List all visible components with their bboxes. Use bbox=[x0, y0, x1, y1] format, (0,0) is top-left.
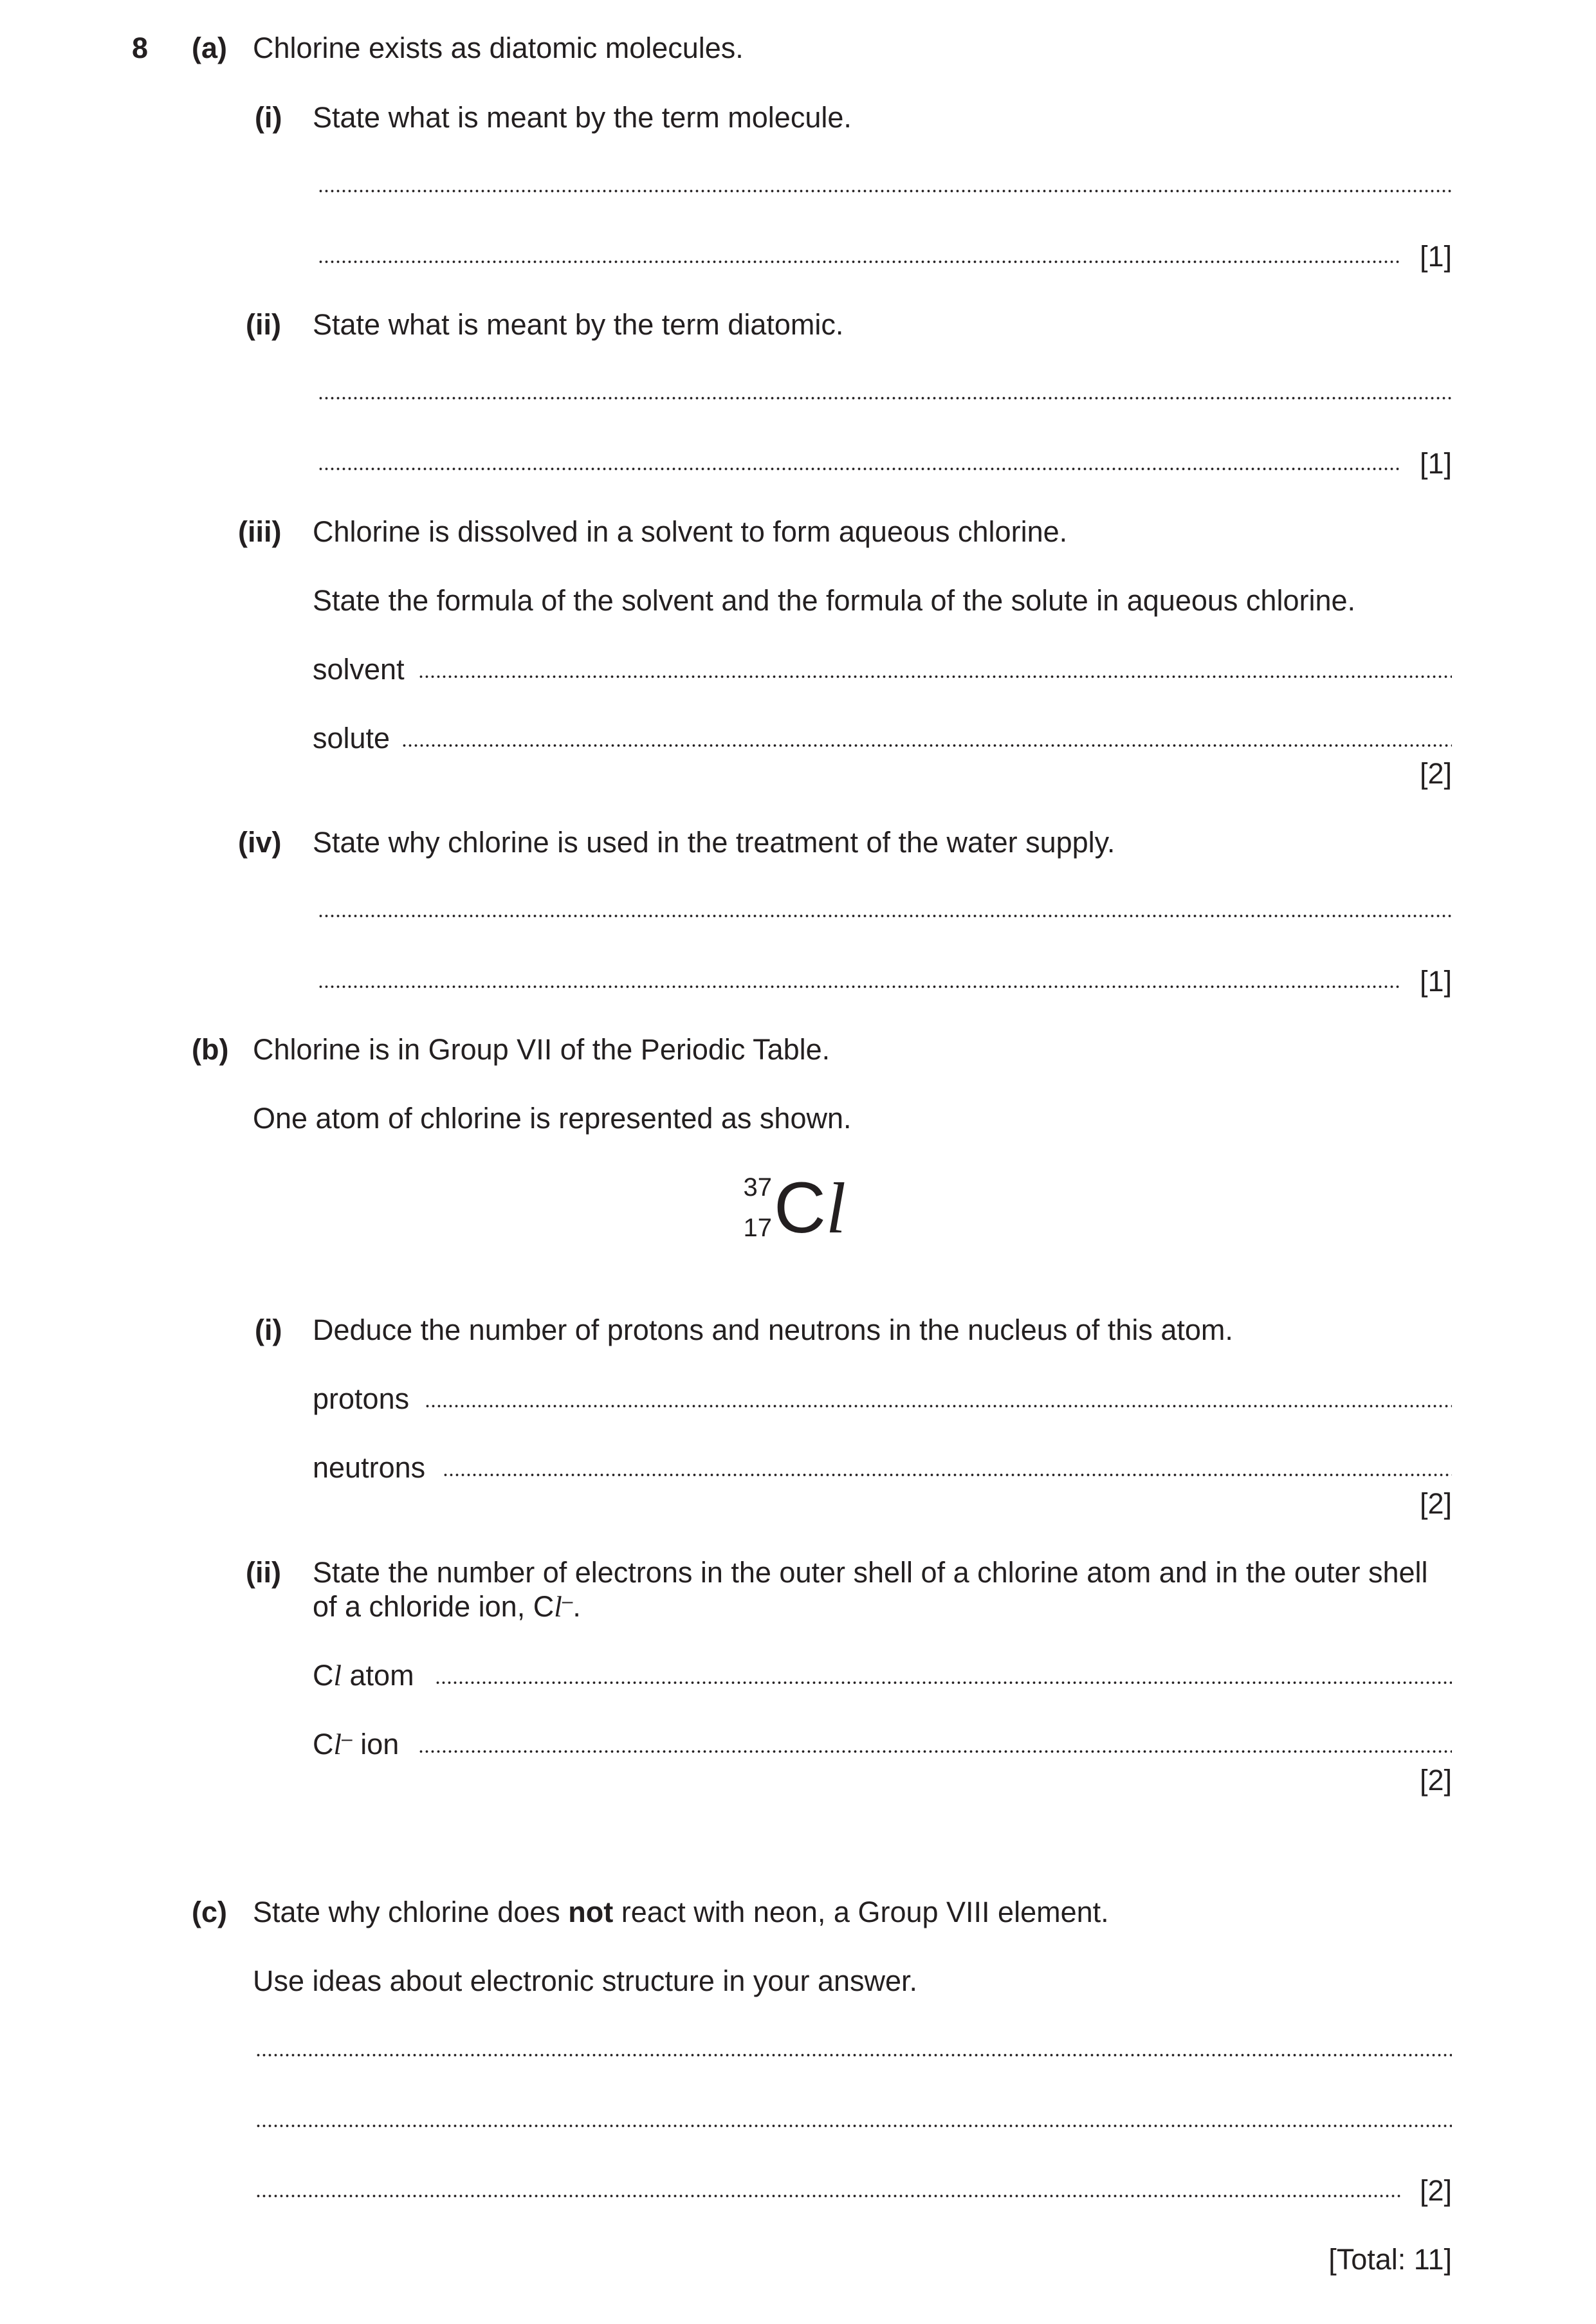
part-a-i-label: (i) bbox=[255, 101, 282, 134]
mark-allocation: [2] bbox=[1419, 757, 1452, 790]
protons-label: protons bbox=[313, 1382, 410, 1415]
part-a-i-text: State what is meant by the term molecule. bbox=[313, 101, 852, 134]
solute-answer-line[interactable] bbox=[401, 744, 1452, 747]
part-a-ii-text: State what is meant by the term diatomic. bbox=[313, 308, 844, 341]
part-c-instruction: Use ideas about electronic structure in your answer. bbox=[253, 1964, 918, 1997]
part-b-ii-text-line2: of a chloride ion, Cl–. bbox=[313, 1590, 581, 1623]
answer-line[interactable] bbox=[318, 189, 1452, 193]
mark-allocation: [1] bbox=[1419, 447, 1452, 480]
total-marks: [Total: 11] bbox=[1328, 2243, 1452, 2276]
part-b-ii-text-line1: State the number of electrons in the outer shell of a chlorine atom and in the outer shell bbox=[313, 1556, 1428, 1589]
part-a-text: Chlorine exists as diatomic molecules. bbox=[253, 32, 744, 64]
solvent-label: solvent bbox=[313, 653, 405, 686]
neutrons-label: neutrons bbox=[313, 1451, 426, 1484]
part-a-iii-instruction: State the formula of the solvent and the formula of the solute in aqueous chlorine. bbox=[313, 584, 1356, 617]
neutrons-answer-line[interactable] bbox=[443, 1473, 1452, 1477]
mark-allocation: [2] bbox=[1419, 1764, 1452, 1797]
cl-atom-answer-line[interactable] bbox=[435, 1681, 1452, 1685]
answer-line[interactable] bbox=[318, 467, 1402, 471]
part-b-text2: One atom of chlorine is represented as shown. bbox=[253, 1102, 852, 1135]
part-b-i-label: (i) bbox=[255, 1313, 282, 1346]
part-b-text: Chlorine is in Group VII of the Periodic Table. bbox=[253, 1033, 830, 1066]
answer-line[interactable] bbox=[318, 914, 1452, 918]
answer-line[interactable] bbox=[318, 396, 1452, 400]
mark-allocation: [2] bbox=[1419, 2174, 1452, 2207]
part-b-ii-label: (ii) bbox=[246, 1556, 281, 1589]
mass-number: 37 bbox=[743, 1173, 772, 1202]
part-c-label: (c) bbox=[192, 1896, 227, 1928]
element-symbol: Cl bbox=[774, 1167, 847, 1249]
mark-allocation: [2] bbox=[1419, 1487, 1452, 1520]
mark-allocation: [1] bbox=[1419, 965, 1452, 998]
question-number: 8 bbox=[132, 32, 149, 64]
cl-atom-label: Cl atom bbox=[313, 1659, 414, 1692]
answer-line[interactable] bbox=[255, 2194, 1402, 2198]
solute-label: solute bbox=[313, 722, 390, 755]
part-a-label: (a) bbox=[192, 32, 227, 64]
atomic-number: 17 bbox=[743, 1214, 772, 1242]
answer-line[interactable] bbox=[255, 2124, 1452, 2128]
cl-ion-answer-line[interactable] bbox=[418, 1750, 1452, 1753]
part-a-ii-label: (ii) bbox=[246, 308, 281, 341]
protons-answer-line[interactable] bbox=[425, 1404, 1452, 1408]
answer-line[interactable] bbox=[318, 260, 1402, 264]
solvent-answer-line[interactable] bbox=[418, 675, 1452, 679]
answer-line[interactable] bbox=[255, 2053, 1452, 2057]
part-b-label: (b) bbox=[192, 1033, 229, 1066]
answer-line[interactable] bbox=[318, 985, 1402, 989]
part-a-iv-text: State why chlorine is used in the treatment of the water supply. bbox=[313, 826, 1115, 859]
part-a-iv-label: (iv) bbox=[238, 826, 282, 859]
part-a-iii-label: (iii) bbox=[238, 515, 282, 548]
part-c-text: State why chlorine does not react with neon, a Group VIII element. bbox=[253, 1896, 1109, 1928]
part-a-iii-text: Chlorine is dissolved in a solvent to form aqueous chlorine. bbox=[313, 515, 1068, 548]
cl-ion-label: Cl– ion bbox=[313, 1728, 399, 1761]
mark-allocation: [1] bbox=[1419, 240, 1452, 273]
part-b-i-text: Deduce the number of protons and neutrons in the nucleus of this atom. bbox=[313, 1313, 1233, 1346]
